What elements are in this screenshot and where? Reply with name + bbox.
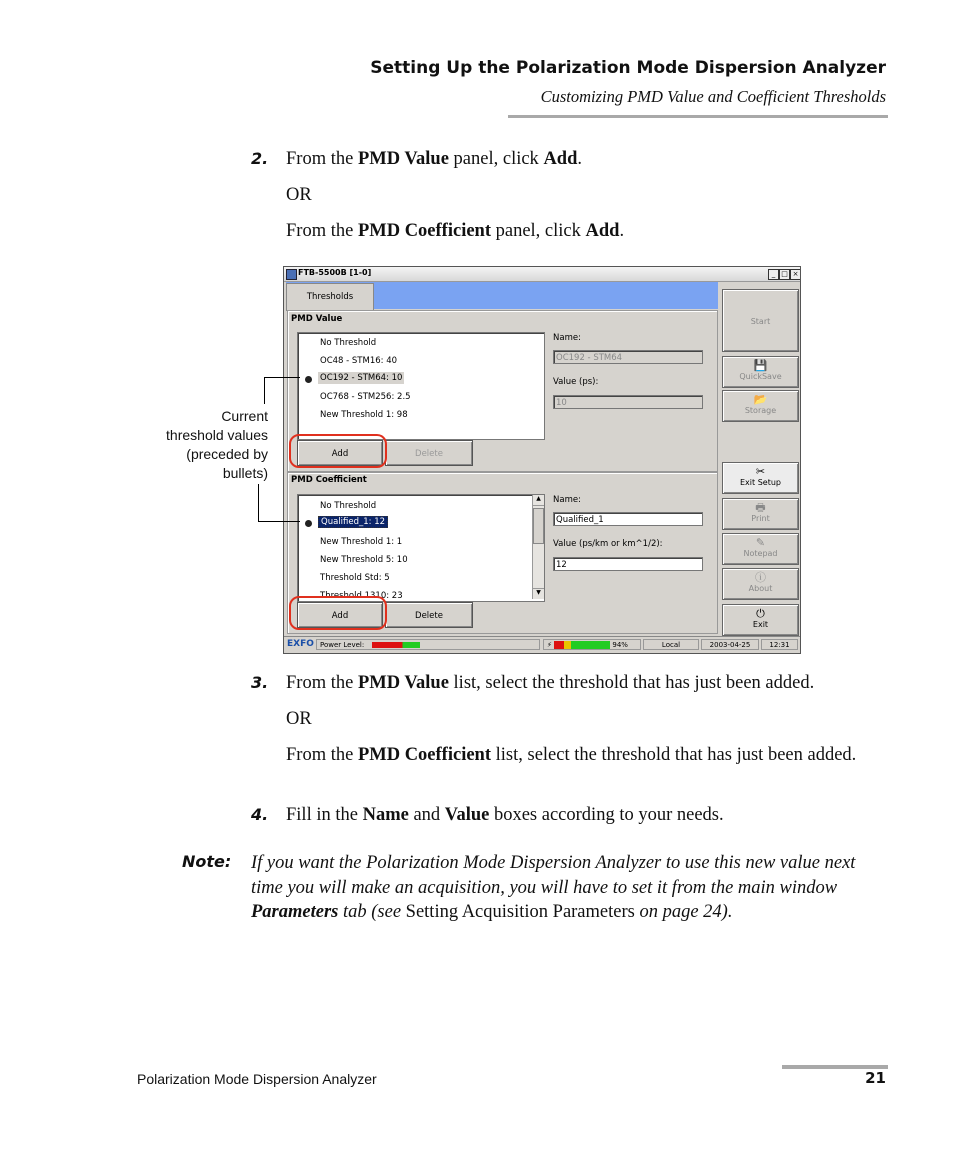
list-item[interactable]: New Threshold 5: 10 — [320, 555, 408, 565]
pmd-value-name-field[interactable]: OC192 - STM64 — [553, 350, 703, 364]
step2-line1: From the PMD Value panel, click Add. — [286, 149, 583, 169]
step-number: 2. — [251, 149, 269, 168]
scroll-up-icon[interactable]: ▲ — [533, 495, 544, 506]
current-threshold-bullet — [305, 520, 312, 527]
step3-line2: From the PMD Coefficient list, select the threshold that has just been added. — [286, 745, 857, 765]
battery-indicator: ⚡ 94% — [543, 639, 641, 650]
scroll-down-icon[interactable]: ▼ — [533, 588, 544, 599]
window-titlebar — [284, 267, 800, 282]
step4-text: Fill in the Name and Value boxes according to your needs. — [286, 805, 724, 825]
pmd-value-add-button[interactable]: Add — [297, 440, 383, 466]
list-item[interactable]: Threshold 1310: 23 — [320, 591, 403, 601]
exfo-logo: EXFO — [287, 639, 314, 649]
list-item[interactable]: OC48 - STM16: 40 — [320, 356, 398, 366]
close-icon[interactable]: × — [790, 269, 801, 280]
app-icon — [286, 269, 297, 280]
highlight-oval — [289, 596, 387, 630]
tools-icon: ✂ — [755, 465, 766, 478]
pmd-coefficient-delete-button[interactable]: Delete — [385, 602, 473, 628]
step3-line1: From the PMD Value list, select the threshold that has just been added. — [286, 673, 815, 693]
pmd-value-label: PMD Value — [291, 314, 343, 324]
pmd-value-value-label: Value (ps): — [553, 377, 599, 387]
figure-callout: Current threshold values (preceded by bullets) — [166, 408, 268, 481]
about-button[interactable]: ⓘ About — [722, 568, 799, 600]
power-level: Power Level: — [316, 639, 540, 650]
pmd-value-name-label: Name: — [553, 333, 581, 343]
pmd-coefficient-name-field[interactable]: Qualified_1 — [553, 512, 703, 526]
cross-reference-link[interactable]: Setting Acquisition Parameters — [405, 902, 635, 922]
notepad-button[interactable]: ✎ Notepad — [722, 533, 799, 565]
pmd-coefficient-add-button[interactable]: Add — [297, 602, 383, 628]
notepad-icon: ✎ — [755, 536, 766, 549]
start-button[interactable]: Start — [722, 289, 799, 352]
page-number: 21 — [865, 1069, 886, 1087]
pmd-value-list[interactable] — [297, 332, 545, 440]
pmd-coefficient-label: PMD Coefficient — [291, 475, 367, 485]
list-item[interactable]: No Threshold — [320, 501, 377, 511]
note-text: If you want the Polarization Mode Dispersion Analyzer to use this new value next time you will make an acquisition, you will have to set it from the main window Parameters tab (see Setting Acquisition Parameters on page 24). — [251, 853, 856, 922]
step2-or: OR — [286, 185, 312, 205]
list-item-selected[interactable]: Qualified_1: 12 — [318, 516, 388, 528]
minimize-icon[interactable]: _ — [768, 269, 779, 280]
note-label: Note: — [182, 852, 232, 871]
running-header-title: Setting Up the Polarization Mode Dispersion Analyzer — [370, 58, 886, 78]
pmd-coefficient-name-label: Name: — [553, 495, 581, 505]
scroll-thumb[interactable] — [533, 508, 544, 544]
exit-setup-button[interactable]: ✂ Exit Setup — [722, 462, 799, 494]
step2-line2: From the PMD Coefficient panel, click Add. — [286, 221, 625, 241]
floppy-icon: 💾 — [753, 359, 768, 372]
status-bar — [284, 636, 800, 653]
quicksave-button[interactable]: 💾 QuickSave — [722, 356, 799, 388]
info-icon: ⓘ — [755, 571, 766, 584]
list-item[interactable]: Threshold Std: 5 — [320, 573, 390, 583]
printer-icon: 🖶 — [755, 501, 766, 514]
power-level-meter — [372, 642, 420, 648]
mode-indicator: Local — [643, 639, 699, 650]
storage-button[interactable]: 📂 Storage — [722, 390, 799, 422]
list-item[interactable]: No Threshold — [320, 338, 377, 348]
power-icon: ⏻ — [756, 607, 765, 620]
list-item[interactable]: New Threshold 1: 1 — [320, 537, 403, 547]
callout-line — [264, 377, 300, 378]
callout-line — [264, 377, 265, 404]
list-scrollbar[interactable] — [532, 495, 544, 599]
thresholds-window-screenshot — [283, 266, 801, 654]
current-threshold-bullet — [305, 376, 312, 383]
running-header-subtitle: Customizing PMD Value and Coefficient Thresholds — [540, 87, 886, 106]
pmd-value-delete-button[interactable]: Delete — [385, 440, 473, 466]
pmd-value-value-field[interactable]: 10 — [553, 395, 703, 409]
footer-title: Polarization Mode Dispersion Analyzer — [137, 1071, 377, 1087]
print-button[interactable]: 🖶 Print — [722, 498, 799, 530]
folder-icon: 📂 — [753, 393, 768, 406]
window-title: FTB-5500B [1-0] — [298, 268, 372, 277]
tab-thresholds[interactable]: Thresholds — [286, 283, 374, 311]
list-item[interactable]: New Threshold 1: 98 — [320, 410, 408, 420]
callout-line — [258, 484, 259, 522]
pmd-coefficient-value-field[interactable]: 12 — [553, 557, 703, 571]
time-display: 12:31 — [761, 639, 798, 650]
callout-line — [258, 521, 300, 522]
maximize-icon[interactable]: □ — [779, 269, 790, 280]
highlight-oval — [289, 434, 387, 468]
date-display: 2003-04-25 — [701, 639, 759, 650]
step3-or: OR — [286, 709, 312, 729]
pmd-coefficient-list[interactable] — [297, 494, 545, 602]
step-number: 3. — [251, 673, 269, 692]
list-item[interactable]: OC768 - STM256: 2.5 — [320, 392, 411, 402]
plug-icon: ⚡ — [547, 641, 552, 649]
battery-meter — [554, 641, 610, 649]
exit-button[interactable]: ⏻ Exit — [722, 604, 799, 636]
step-number: 4. — [251, 805, 269, 824]
list-item-current[interactable]: OC192 - STM64: 10 — [320, 373, 403, 383]
pmd-coefficient-value-label: Value (ps/km or km^1/2): — [553, 539, 663, 549]
header-rule — [508, 115, 888, 118]
